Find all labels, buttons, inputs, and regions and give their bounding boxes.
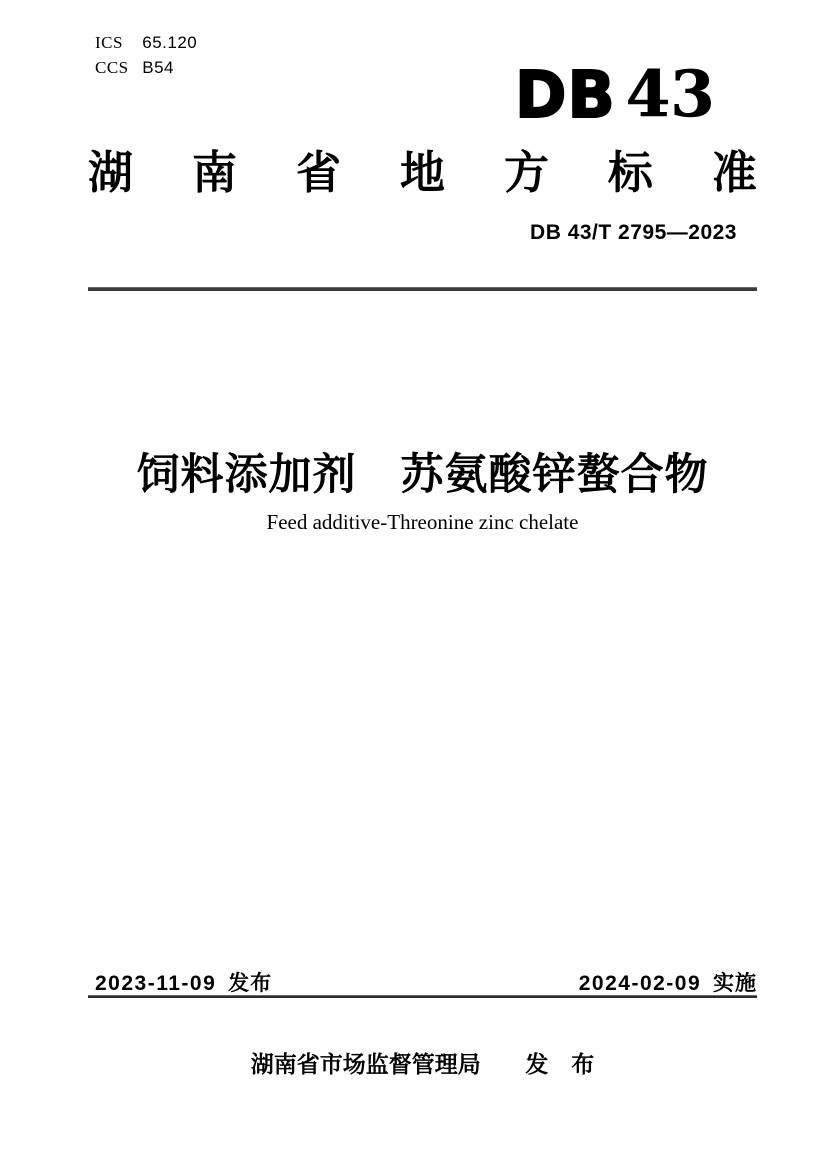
standard-category-char: 标 [607,147,653,198]
header-divider-line [88,287,757,291]
standard-category-char: 地 [399,147,445,198]
issue-date-group [95,967,272,997]
standard-category-char: 方 [503,147,549,198]
standard-category-char: 南 [191,147,237,198]
ics-label: ICS [95,33,123,52]
implementation-date: 2024-02-09 [578,972,702,995]
standard-category-char: 湖 [88,147,134,198]
publisher-name: 湖南省市场监督管理局 [250,1051,481,1077]
ccs-value: B54 [142,58,174,77]
ics-code-row [95,30,197,55]
implementation-label: 实施 [713,972,757,995]
document-title-chinese: 饲料添加剂 苏氨酸锌螯合物 [136,451,709,499]
standard-category-char: 准 [711,147,757,198]
publisher-row [88,1046,757,1079]
publisher-issued-label: 发 布 [525,1051,595,1077]
issue-label: 发布 [228,972,273,995]
ics-value: 65.120 [142,33,198,52]
issue-date: 2023-11-09 [95,972,217,995]
date-row [95,967,757,997]
db43-logo [515,56,715,133]
db43-logo-prefix: DB [515,56,616,133]
standard-category-title [88,147,757,198]
standard-number: DB 43/T 2795—2023 [530,221,737,244]
classification-codes [95,30,197,80]
ccs-label: CCS [95,58,129,77]
standard-category-char: 省 [295,147,341,198]
document-title-english: Feed additive-Threonine zinc chelate [266,510,579,534]
footer-divider-line [88,995,757,998]
implementation-date-group [579,967,757,997]
ccs-code-row [95,55,197,80]
db43-logo-region-code: 43 [625,57,715,132]
